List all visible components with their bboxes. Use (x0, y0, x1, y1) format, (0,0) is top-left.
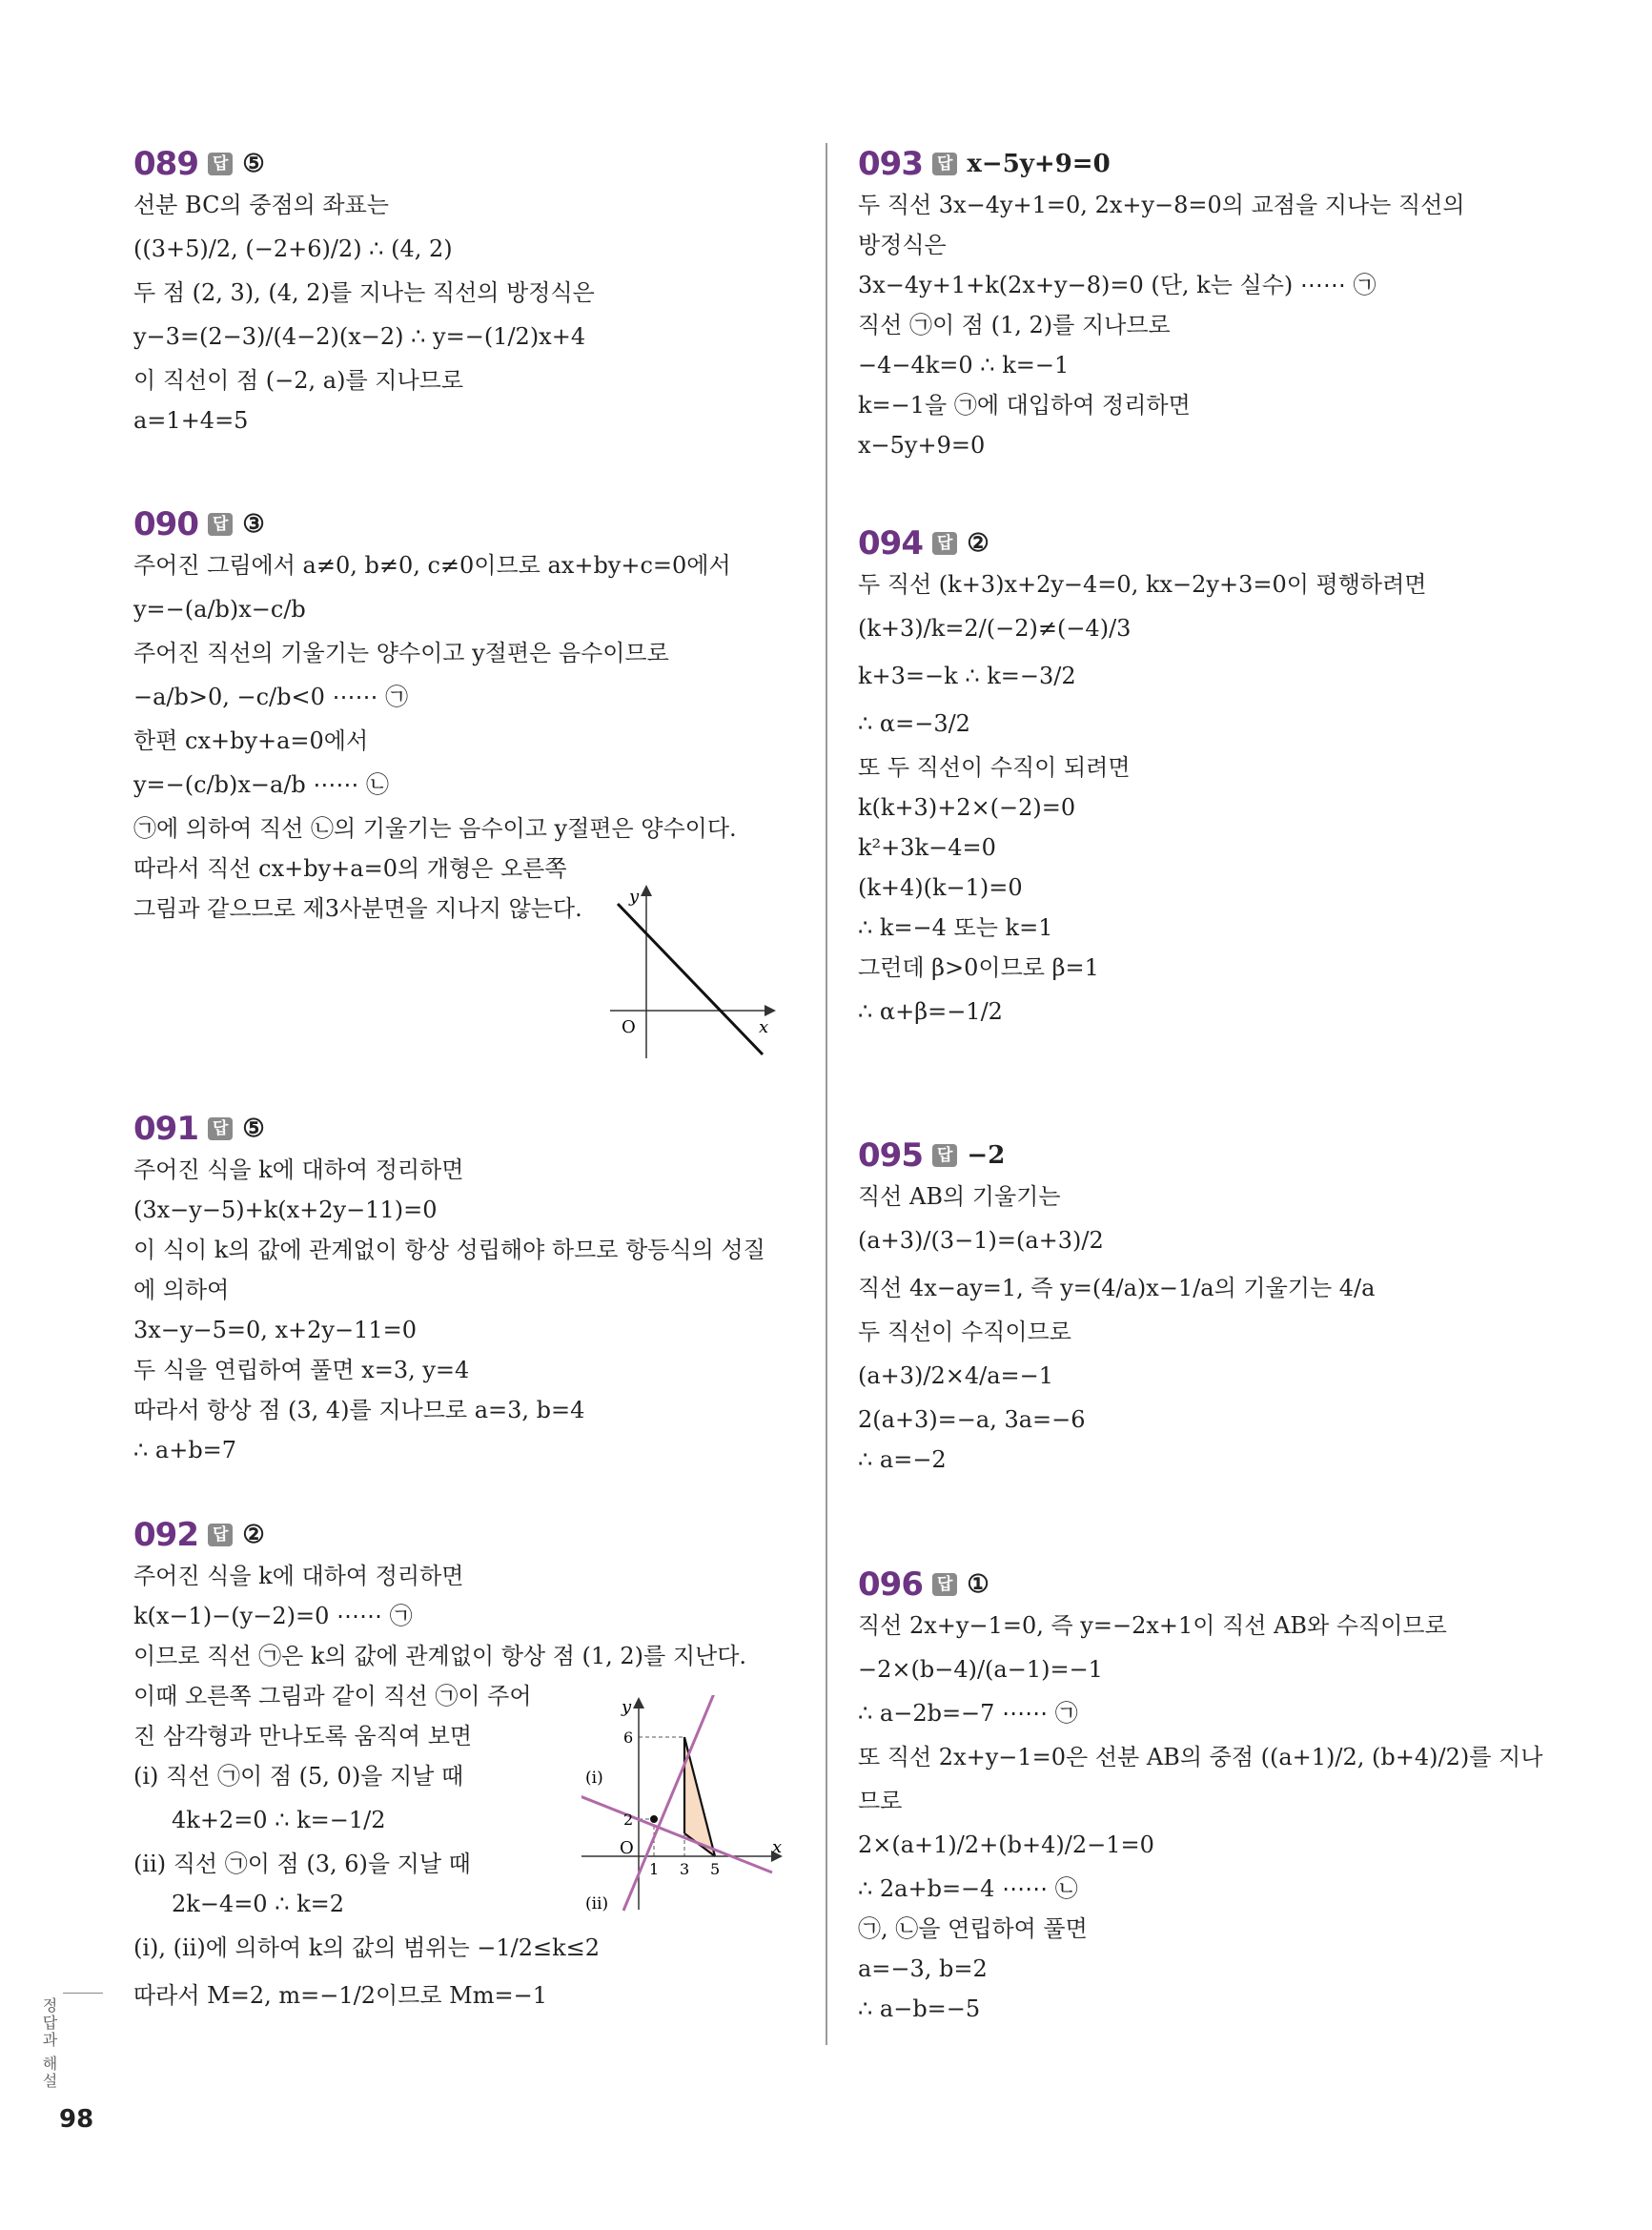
solution-line: 따라서 항상 점 (3, 4)를 지나므로 a=3, b=4 (133, 1397, 585, 1423)
solution-line: 그런데 β>0이므로 β=1 (858, 954, 1099, 981)
solution-line: 3x−4y+1+k(2x+y−8)=0 (단, k는 실수) ⋯⋯ ㉠ (858, 272, 1377, 298)
solution-line: 직선 4x−ay=1, 즉 y=(4/a)x−1/a의 기울기는 4/a (858, 1275, 1376, 1301)
y-tick-label: 2 (623, 1811, 634, 1829)
solution-line: ∴ k=−4 또는 k=1 (858, 914, 1053, 941)
answer-value: ② (967, 529, 989, 558)
answer-value: x−5y+9=0 (967, 150, 1111, 178)
line-graph-090 (601, 885, 782, 1066)
solution-line: (ⅱ) 직선 ㉠이 점 (3, 6)을 지날 때 (133, 1851, 471, 1877)
solution-line: 2k−4=0 ∴ k=2 (172, 1891, 345, 1917)
y-axis-label: y (622, 1697, 632, 1717)
solution-line: −2×(b−4)/(a−1)=−1 (858, 1656, 1103, 1683)
x-tick-label: 3 (680, 1860, 690, 1878)
side-rule (63, 1993, 103, 1994)
solution-line: ㉠, ㉡을 연립하여 풀면 (858, 1915, 1088, 1942)
answer-badge: 답 (208, 153, 233, 175)
problem-header (133, 503, 801, 545)
problem-header (858, 522, 1525, 564)
problem-header (133, 1514, 801, 1556)
solution-line: ∴ a+b=7 (133, 1437, 237, 1463)
solution-line: ∴ α+β=−1/2 (858, 998, 1003, 1025)
answer-value: ③ (242, 510, 265, 539)
y-axis-label: y (629, 887, 640, 907)
solution-line: 또 두 직선이 수직이 되려면 (858, 754, 1131, 781)
solution-line: x−5y+9=0 (858, 432, 986, 459)
solution-line: ∴ a−2b=−7 ⋯⋯ ㉠ (858, 1700, 1078, 1727)
problem-number: 096 (858, 1565, 923, 1604)
solution-line: a=−3, b=2 (858, 1955, 988, 1982)
solution-line: 따라서 직선 cx+by+a=0의 개형은 오른쪽 (133, 855, 567, 882)
solution-line: ∴ a−b=−5 (858, 1995, 981, 2022)
solution-line: 두 식을 연립하여 풀면 x=3, y=4 (133, 1357, 470, 1383)
solution-line: (ⅰ) 직선 ㉠이 점 (5, 0)을 지날 때 (133, 1763, 464, 1790)
origin-label: O (622, 1017, 636, 1037)
solution-line: 4k+2=0 ∴ k=−1/2 (172, 1807, 386, 1833)
solution-line: (ⅰ), (ⅱ)에 의하여 k의 값의 범위는 −1/2≤k≤2 (133, 1934, 601, 1961)
problem-092 (133, 1514, 801, 2019)
answer-badge: 답 (932, 532, 957, 555)
solution-line: 이 직선이 점 (−2, a)를 지나므로 (133, 367, 464, 394)
answer-badge: 답 (932, 153, 957, 175)
fixed-point (650, 1815, 658, 1823)
problem-header (858, 1564, 1525, 1606)
triangle-graph-092 (581, 1695, 791, 1914)
solution-line: 주어진 식을 k에 대하여 정리하면 (133, 1563, 464, 1589)
solution-line: ㉠에 의하여 직선 ㉡의 기울기는 음수이고 y절편은 양수이다. (133, 815, 737, 842)
answer-badge: 답 (932, 1573, 957, 1596)
problem-number: 095 (858, 1136, 923, 1175)
solution-line: ∴ 2a+b=−4 ⋯⋯ ㉡ (858, 1875, 1078, 1902)
solution-line: 직선 ㉠이 점 (1, 2)를 지나므로 (858, 312, 1171, 338)
problem-091 (133, 1108, 801, 1470)
problem-094 (858, 522, 1525, 1035)
solution-line: a=1+4=5 (133, 407, 249, 434)
solution-line: (k+3)/k=2/(−2)≠(−4)/3 (858, 615, 1132, 642)
solution-line: −a/b>0, −c/b<0 ⋯⋯ ㉠ (133, 684, 409, 710)
solution-line: 또 직선 2x+y−1=0은 선분 AB의 중점 ((a+1)/2, (b+4)/2)를 지나 (858, 1744, 1543, 1770)
solution-line: k²+3k−4=0 (858, 834, 996, 861)
solution-line: 방정식은 (858, 232, 947, 258)
graph-line (618, 904, 763, 1054)
solution-line: k=−1을 ㉠에 대입하여 정리하면 (858, 392, 1191, 419)
solution-line: 그림과 같으므로 제3사분면을 지나지 않는다. (133, 895, 582, 922)
solution-line: y−3=(2−3)/(4−2)(x−2) ∴ y=−(1/2)x+4 (133, 323, 586, 350)
solution-line: 주어진 직선의 기울기는 양수이고 y절편은 음수이므로 (133, 640, 669, 666)
problem-header (133, 1108, 801, 1150)
solution-line: (a+3)/(3−1)=(a+3)/2 (858, 1227, 1104, 1254)
solution-line: ∴ α=−3/2 (858, 710, 970, 737)
solution-line: k(k+3)+2×(−2)=0 (858, 794, 1076, 821)
side-label: 정답과 해설 (40, 1997, 58, 2091)
problem-header (133, 143, 801, 185)
solution-line: 에 의하여 (133, 1277, 230, 1303)
solution-line: k+3=−k ∴ k=−3/2 (858, 663, 1076, 689)
solution-line: 두 직선이 수직이므로 (858, 1319, 1071, 1345)
solution-line: 두 직선 (k+3)x+2y−4=0, kx−2y+3=0이 평행하려면 (858, 571, 1427, 598)
y-tick-label: 6 (623, 1729, 634, 1747)
solution-line: 주어진 그림에서 a≠0, b≠0, c≠0이므로 ax+by+c=0에서 (133, 552, 731, 579)
solution-line: 진 삼각형과 만나도록 움직여 보면 (133, 1723, 473, 1749)
page-number: 98 (59, 2105, 94, 2134)
problem-number: 092 (133, 1516, 198, 1554)
solution-line: 므로 (858, 1788, 903, 1814)
problem-number: 089 (133, 145, 198, 183)
x-axis-label: x (772, 1837, 783, 1857)
solution-line: 이 식이 k의 값에 관계없이 항상 성립해야 하므로 항등식의 성질 (133, 1237, 765, 1263)
solution-line: 두 직선 3x−4y+1=0, 2x+y−8=0의 교점을 지나는 직선의 (858, 192, 1465, 218)
line-label-i: (ⅰ) (585, 1769, 603, 1788)
solution-line: 선분 BC의 중점의 좌표는 (133, 192, 389, 218)
solution-line: 직선 2x+y−1=0, 즉 y=−2x+1이 직선 AB와 수직이므로 (858, 1612, 1447, 1639)
problem-number: 090 (133, 505, 198, 543)
solution-line: 3x−y−5=0, x+2y−11=0 (133, 1317, 417, 1343)
solution-line: (3x−y−5)+k(x+2y−11)=0 (133, 1197, 438, 1223)
solution-line: 2×(a+1)/2+(b+4)/2−1=0 (858, 1831, 1154, 1858)
answer-value: ② (242, 1521, 265, 1549)
problem-093 (858, 143, 1525, 465)
problem-header (858, 1135, 1525, 1176)
answer-badge: 답 (208, 1524, 233, 1546)
solution-line: ∴ a=−2 (858, 1446, 947, 1473)
problem-090 (133, 503, 801, 1037)
solution-line: 이므로 직선 ㉠은 k의 값에 관계없이 항상 점 (1, 2)를 지난다. (133, 1643, 747, 1669)
answer-badge: 답 (932, 1144, 957, 1167)
solution-line: 2(a+3)=−a, 3a=−6 (858, 1406, 1086, 1433)
solution-line: 두 점 (2, 3), (4, 2)를 지나는 직선의 방정식은 (133, 279, 595, 306)
solution-line: y=−(a/b)x−c/b (133, 596, 306, 623)
column-divider (826, 143, 827, 2045)
problem-089 (133, 143, 801, 440)
problem-095 (858, 1135, 1525, 1480)
answer-value: ⑤ (242, 150, 265, 178)
origin-label: O (620, 1838, 634, 1858)
problem-header (858, 143, 1525, 185)
solution-line: k(x−1)−(y−2)=0 ⋯⋯ ㉠ (133, 1603, 413, 1629)
solution-line: 한편 cx+by+a=0에서 (133, 727, 369, 754)
answer-badge: 답 (208, 513, 233, 536)
solution-line: (a+3)/2×4/a=−1 (858, 1362, 1054, 1389)
problem-number: 094 (858, 524, 923, 563)
solution-line: (k+4)(k−1)=0 (858, 874, 1023, 901)
problem-096 (858, 1564, 1543, 2029)
x-tick-label: 1 (649, 1860, 660, 1878)
answer-value: ⑤ (242, 1115, 265, 1143)
solution-line: 이때 오른쪽 그림과 같이 직선 ㉠이 주어 (133, 1683, 532, 1709)
solution-line: ((3+5)/2, (−2+6)/2) ∴ (4, 2) (133, 235, 453, 262)
solution-line: −4−4k=0 ∴ k=−1 (858, 352, 1070, 378)
problem-number: 091 (133, 1110, 198, 1148)
solution-line: 따라서 M=2, m=−1/2이므로 Mm=−1 (133, 1982, 547, 2009)
answer-badge: 답 (208, 1117, 233, 1140)
answer-value: ① (967, 1570, 989, 1599)
solution-line: 직선 AB의 기울기는 (858, 1183, 1061, 1210)
line-label-ii: (ⅱ) (585, 1894, 609, 1913)
solution-line: y=−(c/b)x−a/b ⋯⋯ ㉡ (133, 771, 390, 798)
x-axis-label: x (759, 1017, 769, 1037)
problem-number: 093 (858, 145, 923, 183)
answer-value: −2 (967, 1141, 1006, 1170)
line-case-i (581, 1795, 772, 1872)
solution-line: 주어진 식을 k에 대하여 정리하면 (133, 1156, 464, 1183)
x-tick-label: 5 (710, 1860, 721, 1878)
